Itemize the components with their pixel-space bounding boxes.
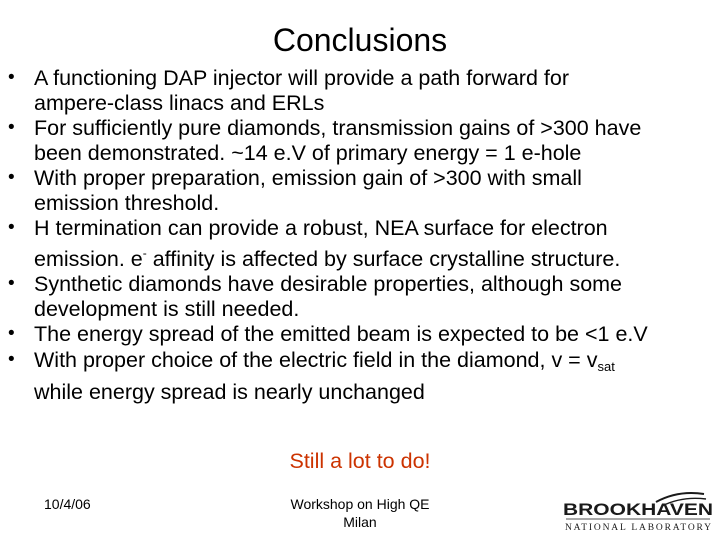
bullet-item [8, 322, 720, 347]
bullet-item [8, 216, 720, 272]
footer-event-line: Workshop on High QE [290, 496, 430, 512]
footer-date: 10/4/06 [44, 496, 91, 512]
bullet-list [8, 66, 720, 405]
slide-title: Conclusions [272, 22, 448, 58]
bullet-text: development is still needed. [34, 297, 300, 322]
bullet-icon: • [8, 117, 15, 139]
bullet-icon: • [8, 217, 15, 239]
bullet-item [8, 66, 720, 116]
tagline: Still a lot to do! [289, 449, 431, 473]
bullet-item [8, 348, 720, 405]
bullet-text: Synthetic diamonds have desirable properties, although some [34, 272, 623, 297]
brookhaven-logo [558, 490, 718, 535]
bullet-item [8, 272, 720, 322]
bullet-item [8, 166, 720, 216]
bullet-text [34, 241, 720, 272]
bullet-text [34, 348, 720, 380]
bullet-text: been demonstrated. ~14 e.V of primary energy = 1 e-hole [34, 140, 582, 165]
bullet-text-part: affinity is affected by surface crystalline structure. [146, 247, 621, 272]
bullet-text: For sufficiently pure diamonds, transmission gains of >300 have [34, 116, 642, 141]
bullet-text: A functioning DAP injector will provide a path forward for [34, 66, 569, 90]
superscript: - [142, 246, 147, 261]
bullet-text: emission threshold. [34, 190, 220, 215]
bullet-text-part: With proper choice of the electric field in the diamond, v = v [34, 347, 598, 372]
bullet-icon: • [8, 323, 15, 345]
bullet-text: The energy spread of the emitted beam is expected to be <1 e.V [34, 322, 648, 347]
logo-wordmark: BROOKHAVEN [563, 500, 713, 519]
bullet-icon: • [8, 67, 15, 88]
bullet-text: H termination can provide a robust, NEA surface for electron [34, 216, 608, 241]
logo-subtitle: NATIONAL LABORATORY [565, 523, 711, 533]
bullet-icon: • [8, 273, 15, 295]
bullet-text: ampere-class linacs and ERLs [34, 90, 325, 115]
footer-event-line: Milan [343, 514, 377, 530]
bullet-text-part: emission. e [34, 247, 143, 272]
subscript: sat [597, 358, 615, 374]
bullet-text: while energy spread is nearly unchanged [34, 379, 425, 404]
footer-event [270, 495, 450, 531]
bullet-icon: • [8, 348, 15, 370]
bullet-text: With proper preparation, emission gain of >300 with small [34, 166, 582, 191]
bullet-item [8, 116, 720, 166]
bullet-icon: • [8, 167, 15, 189]
